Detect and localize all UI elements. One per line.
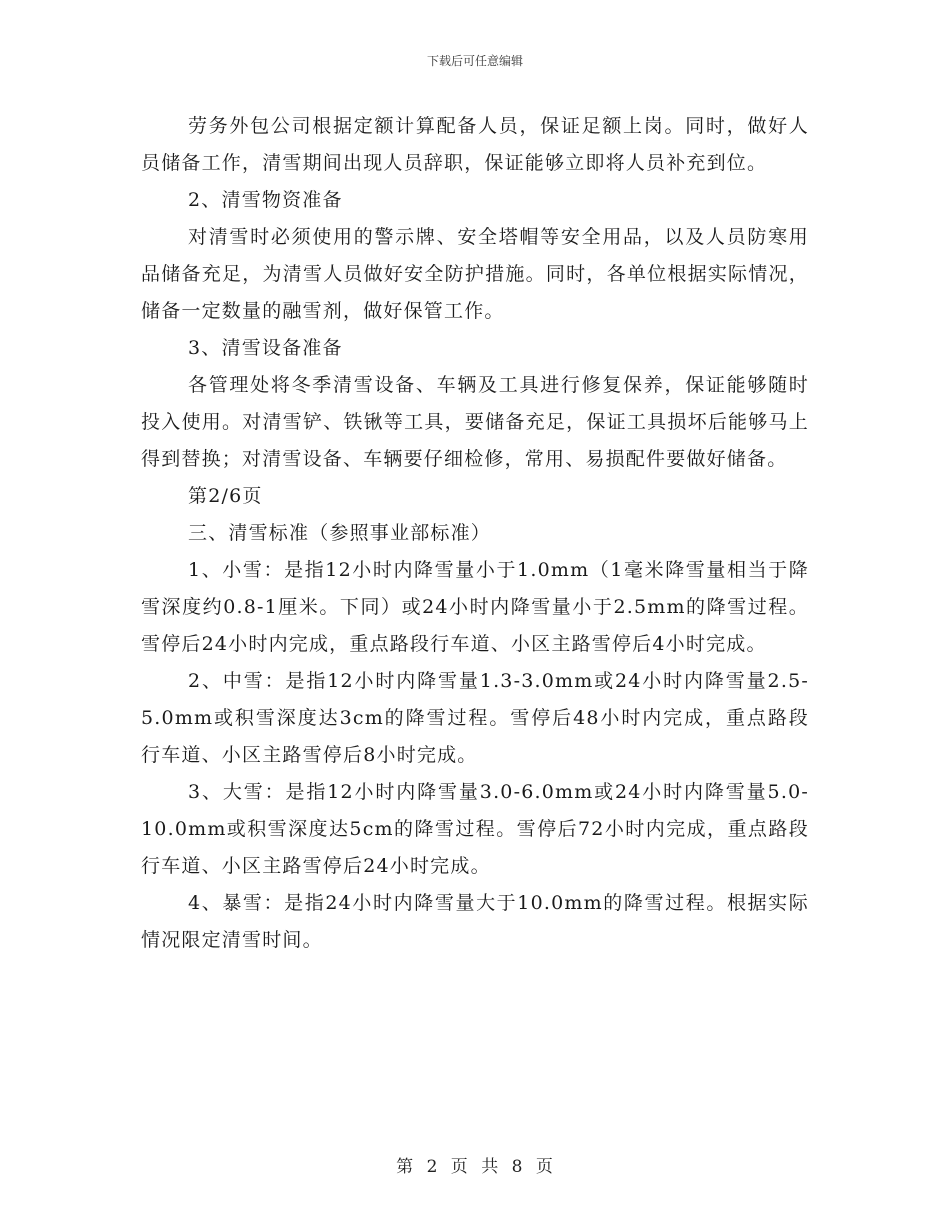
paragraph: 4、暴雪：是指24小时内降雪量大于10.0mm的降雪过程。根据实际情况限定清雪时间。 xyxy=(141,892,809,951)
paragraph: 3、大雪：是指12小时内降雪量3.0-6.0mm或24小时内降雪量5.0-10.0mm或积雪深度达5cm的降雪过程。雪停后72小时内完成，重点路段行车道、小区主路雪停后24小时完成。 xyxy=(141,781,809,877)
paragraph: 2、中雪：是指12小时内降雪量1.3-3.0mm或24小时内降雪量2.5-5.0mm或积雪深度达3cm的降雪过程。雪停后48小时内完成，重点路段行车道、小区主路雪停后8小时完成。 xyxy=(141,670,809,766)
inline-page-marker: 第2/6页 xyxy=(188,485,263,507)
page-header: 下载后可任意编辑 xyxy=(426,54,523,68)
page-footer: 第 2 页 共 8 页 xyxy=(396,1157,554,1177)
section-heading: 3、清雪设备准备 xyxy=(188,337,343,359)
paragraph: 1、小雪：是指12小时内降雪量小于1.0mm（1毫米降雪量相当于降雪深度约0.8-1厘米。下同）或24小时内降雪量小于2.5mm的降雪过程。雪停后24小时内完成，重点路段行车道、小区主路雪停后4小时完成。 xyxy=(141,559,809,655)
section-heading: 三、清雪标准（参照事业部标准） xyxy=(188,522,492,544)
paragraph: 对清雪时必须使用的警示牌、安全塔帽等安全用品，以及人员防寒用品储备充足，为清雪人员做好安全防护措施。同时，各单位根据实际情况，储备一定数量的融雪剂，做好保管工作。 xyxy=(141,226,809,322)
paragraph: 各管理处将冬季清雪设备、车辆及工具进行修复保养，保证能够随时投入使用。对清雪铲、铁锹等工具，要储备充足，保证工具损坏后能够马上得到替换；对清雪设备、车辆要仔细检修，常用、易损配件要做好储备。 xyxy=(141,374,809,470)
section-heading: 2、清雪物资准备 xyxy=(188,189,343,211)
document-body xyxy=(141,108,809,959)
paragraph: 劳务外包公司根据定额计算配备人员，保证足额上岗。同时，做好人员储备工作，清雪期间出现人员辞职，保证能够立即将人员补充到位。 xyxy=(141,115,809,174)
